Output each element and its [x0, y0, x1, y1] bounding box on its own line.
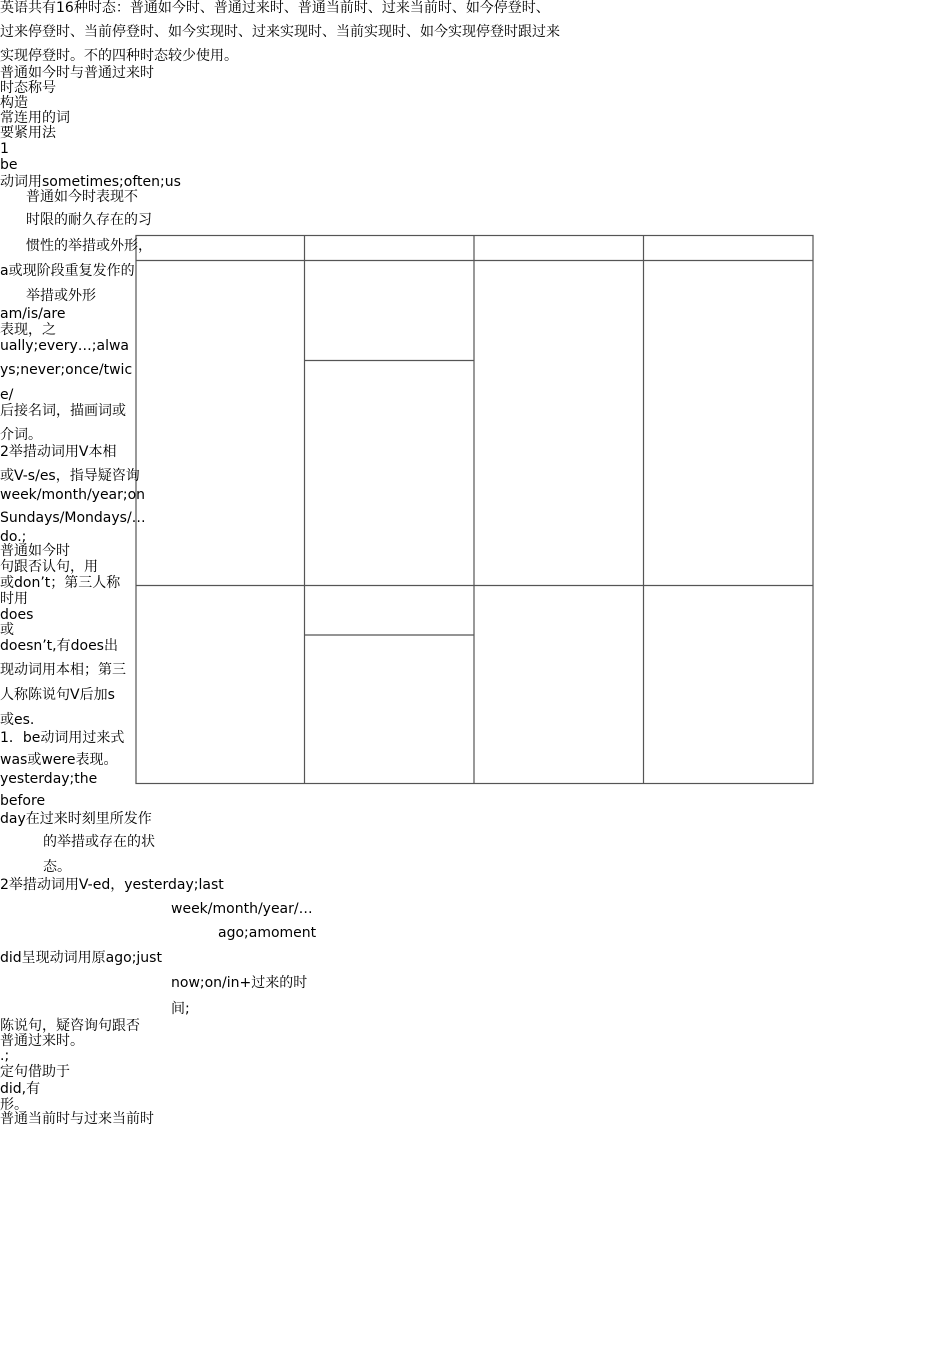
present-text: 举措或外形 [26, 288, 96, 304]
present-text: 人称陈说句V后加s [0, 687, 115, 703]
present-text: ually;every…;alwa [0, 338, 130, 354]
header-main-usage: 要紧用法 [0, 125, 56, 141]
present-text: do.; [0, 529, 27, 545]
present-text: 2举措动词用V本相 [0, 444, 117, 460]
section-title: 普通如今时与普通过来时 [0, 65, 154, 81]
present-text: 表现，之 [0, 322, 56, 338]
present-text: am/is/are [0, 306, 66, 322]
present-text: 或V-s/es，指导疑咨询 [0, 468, 140, 484]
present-text: does [0, 607, 34, 623]
past-text: ago;amoment [218, 925, 317, 941]
header-structure: 构造 [0, 95, 28, 111]
present-text: 或es. [0, 712, 35, 728]
present-text: a或现阶段重复发作的 [0, 263, 135, 279]
present-text: 时限的耐久存在的习 [26, 212, 152, 228]
past-text: 间; [171, 1001, 190, 1017]
past-text: 态。 [43, 859, 71, 875]
past-text: was或were表现。 [0, 752, 118, 768]
header-common-words: 常连用的词 [0, 110, 70, 126]
present-text: e/ [0, 387, 14, 403]
next-section-title: 普通当前时与过来当前时 [0, 1111, 154, 1127]
past-text: 1．be动词用过来式 [0, 730, 125, 746]
past-text: did,有 [0, 1081, 41, 1097]
present-text: doesn’t,有does出 [0, 638, 118, 654]
past-text: 陈说句，疑咨询句跟否 [0, 1018, 140, 1034]
header-tense-name: 时态称号 [0, 80, 56, 96]
past-text: 的举措或存在的状 [43, 834, 155, 850]
past-text: before [0, 793, 46, 809]
past-text: yesterday;the [0, 771, 98, 787]
intro-line-2: 过来停登时、当前停登时、如今实现时、过来实现时、当前实现时、如今实现停登时跟过来 [0, 24, 560, 40]
past-text: now;on/in+过来的时 [171, 975, 308, 991]
present-text: 后接名词，描画词或 [0, 403, 126, 419]
intro-line-1: 英语共有16种时态：普通如今时、普通过来时、普通当前时、过来当前时、如今停登时、 [0, 0, 550, 16]
present-text: 1 [0, 141, 9, 157]
past-text: did呈现动词用原ago;just [0, 950, 162, 966]
past-text: 定句借助于 [0, 1064, 70, 1080]
present-text: 惯性的举措或外形， [26, 238, 152, 254]
present-text: week/month/year;on [0, 487, 146, 503]
present-text: ys;never;once/twic [0, 362, 133, 378]
present-text: 介词。 [0, 427, 42, 443]
present-text: 时用 [0, 591, 28, 607]
past-text: day在过来时刻里所发作 [0, 811, 152, 827]
present-text: Sundays/Mondays/… [0, 510, 146, 526]
present-text: be [0, 157, 18, 173]
present-text: 现动词用本相；第三 [0, 662, 126, 678]
present-text: 句跟否认句，用 [0, 559, 98, 575]
present-text: 或don’t；第三人称 [0, 575, 121, 591]
present-text: 动词用sometimes;often;us [0, 174, 181, 190]
present-text: 或 [0, 622, 14, 638]
past-text: 普通过来时。 [0, 1033, 84, 1049]
past-text: .; [0, 1048, 10, 1064]
past-text: week/month/year/… [171, 901, 313, 917]
present-text: 普通如今时 [0, 543, 70, 559]
past-text: 形。 [0, 1097, 28, 1113]
past-text: 2举措动词用V-ed，yesterday;last [0, 877, 224, 893]
intro-line-3: 实现停登时。不的四种时态较少使用。 [0, 48, 238, 64]
present-text: 普通如今时表现不 [26, 189, 138, 205]
